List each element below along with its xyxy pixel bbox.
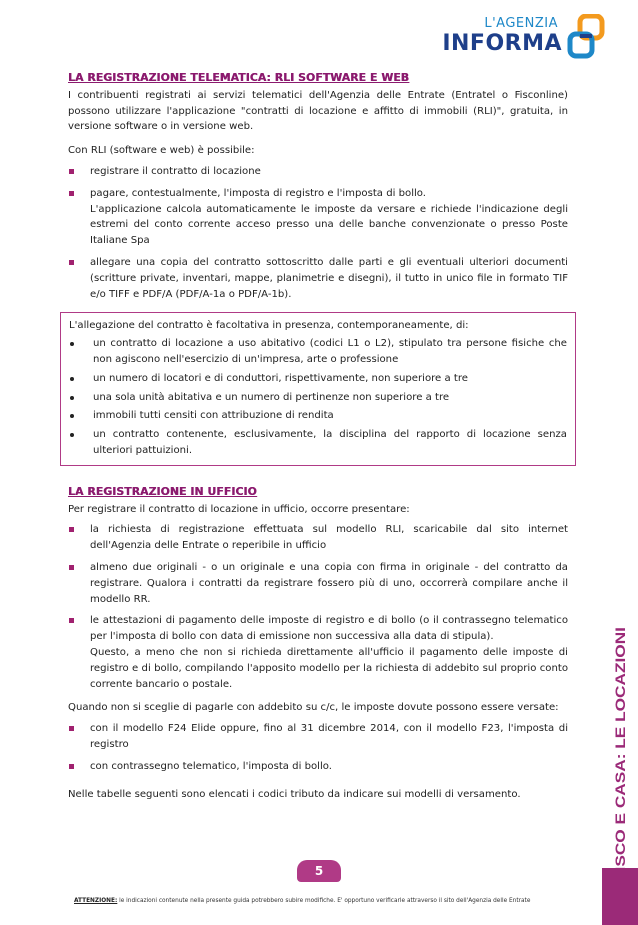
logo-bottom-text: INFORMA bbox=[442, 31, 562, 56]
ufficio-list bbox=[68, 522, 568, 692]
versamento-paragraph: Quando non si sceglie di pagarle con addebito su c/c, le imposte dovute possono essere versate: bbox=[68, 702, 559, 714]
sidebar-accent-bar bbox=[602, 868, 638, 925]
list-item: un contratto di locazione a uso abitativo (codici L1 o L2), stipulato tra persone fisiche che non agiscono nell'esercizio di un'impresa, arte o professione bbox=[69, 336, 567, 368]
list-item: una sola unità abitativa e un numero di pertinenze non superiore a tre bbox=[69, 390, 567, 406]
main-content bbox=[68, 70, 568, 803]
list-item: un numero di locatori e di conduttori, rispettivamente, non superiore a tre bbox=[69, 371, 567, 387]
footer-label: ATTENZIONE: bbox=[74, 898, 118, 904]
list-item: con contrassegno telematico, l'imposta di bollo. bbox=[68, 759, 568, 775]
logo-top-text: L'AGENZIA bbox=[484, 16, 558, 31]
list-item: registrare il contratto di locazione bbox=[68, 164, 568, 180]
section-title-ufficio: LA REGISTRAZIONE IN UFFICIO bbox=[68, 484, 257, 498]
logo-mark-icon bbox=[566, 14, 606, 60]
list-item: allegare una copia del contratto sottoscritto dalle parti e gli eventuali ulteriori documenti (scritture private, inventari, mappe, planimetrie e disegni), il tutto in unico file in formato TIF e/o TIFF e PDF/A (PDF/A-1a o PDF/A-1b). bbox=[68, 255, 568, 302]
box-list bbox=[69, 336, 567, 459]
footer-text: le indicazioni contenute nella presente guida potrebbero subire modifiche. E' opportuno verificarle attraverso il sito dell'Agenzia delle Entrate bbox=[119, 898, 531, 904]
sidebar-vertical-title bbox=[608, 623, 632, 885]
list-item: la richiesta di registrazione effettuata sul modello RLI, scaricabile dal sito internet dell'Agenzia delle Entrate o reperibile in ufficio bbox=[68, 522, 568, 554]
list-item: immobili tutti censiti con attribuzione di rendita bbox=[69, 408, 567, 424]
sidebar-title-text: FISCO E CASA: LE LOCAZIONI bbox=[613, 682, 628, 882]
tabelle-paragraph: Nelle tabelle seguenti sono elencati i codici tributo da indicare sui modelli di versamento. bbox=[68, 789, 521, 801]
section-title-telematica: LA REGISTRAZIONE TELEMATICA: RLI SOFTWARE E WEB bbox=[68, 71, 410, 84]
intro-paragraph: I contribuenti registrati ai servizi telematici dell'Agenzia delle Entrate (Entratel o Fisconline) possono utilizzare l'applicazione "contratti di locazione e affitto di immobili (RLI)", gratuita, in versione software o in versione web. bbox=[68, 89, 568, 133]
list-item: le attestazioni di pagamento delle imposte di registro e di bollo (o il contrassegno telematico per l'imposta di bollo con data di emissione non successiva alla data di stipula). bbox=[68, 613, 568, 645]
versamento-list bbox=[68, 721, 568, 774]
list-item: almeno due originali - o un originale e una copia con firma in originale - del contratto da registrare. Qualora i contratti da registrare fossero più di uno, occorrerà compilare anche il modello RR. bbox=[68, 560, 568, 607]
sidebar bbox=[602, 0, 638, 925]
ufficio-lead: Per registrare il contratto di locazione in ufficio, occorre presentare: bbox=[68, 503, 410, 515]
agenzia-informa-logo bbox=[442, 14, 606, 62]
list-item: pagare, contestualmente, l'imposta di registro e l'imposta di bollo. bbox=[68, 186, 568, 202]
list-item: un contratto contenente, esclusivamente, la disciplina del rapporto di locazione senza ulteriori pattuizioni. bbox=[69, 427, 567, 459]
allegazione-box bbox=[60, 312, 576, 465]
list-item-note: Questo, a meno che non si richieda direttamente all'ufficio il pagamento delle imposte di registro e di bollo, compilando l'apposito modello per la richiesta di addebito sul proprio conto corrente bancario o postale. bbox=[90, 646, 568, 690]
rli-lead: Con RLI (software e web) è possibile: bbox=[68, 145, 255, 157]
box-lead: L'allegazione del contratto è facoltativa in presenza, contemporaneamente, di: bbox=[69, 320, 469, 332]
footer-disclaimer bbox=[74, 898, 584, 904]
page-number: 5 bbox=[297, 860, 341, 882]
list-item: con il modello F24 Elide oppure, fino al 31 dicembre 2014, con il modello F23, l'imposta di registro bbox=[68, 721, 568, 753]
rli-list bbox=[68, 164, 568, 302]
list-item-note: L'applicazione calcola automaticamente le imposte da versare e richiede l'indicazione degli estremi del conto corrente acceso presso una delle banche convenzionate o presso Poste Italiane Spa bbox=[90, 203, 568, 247]
